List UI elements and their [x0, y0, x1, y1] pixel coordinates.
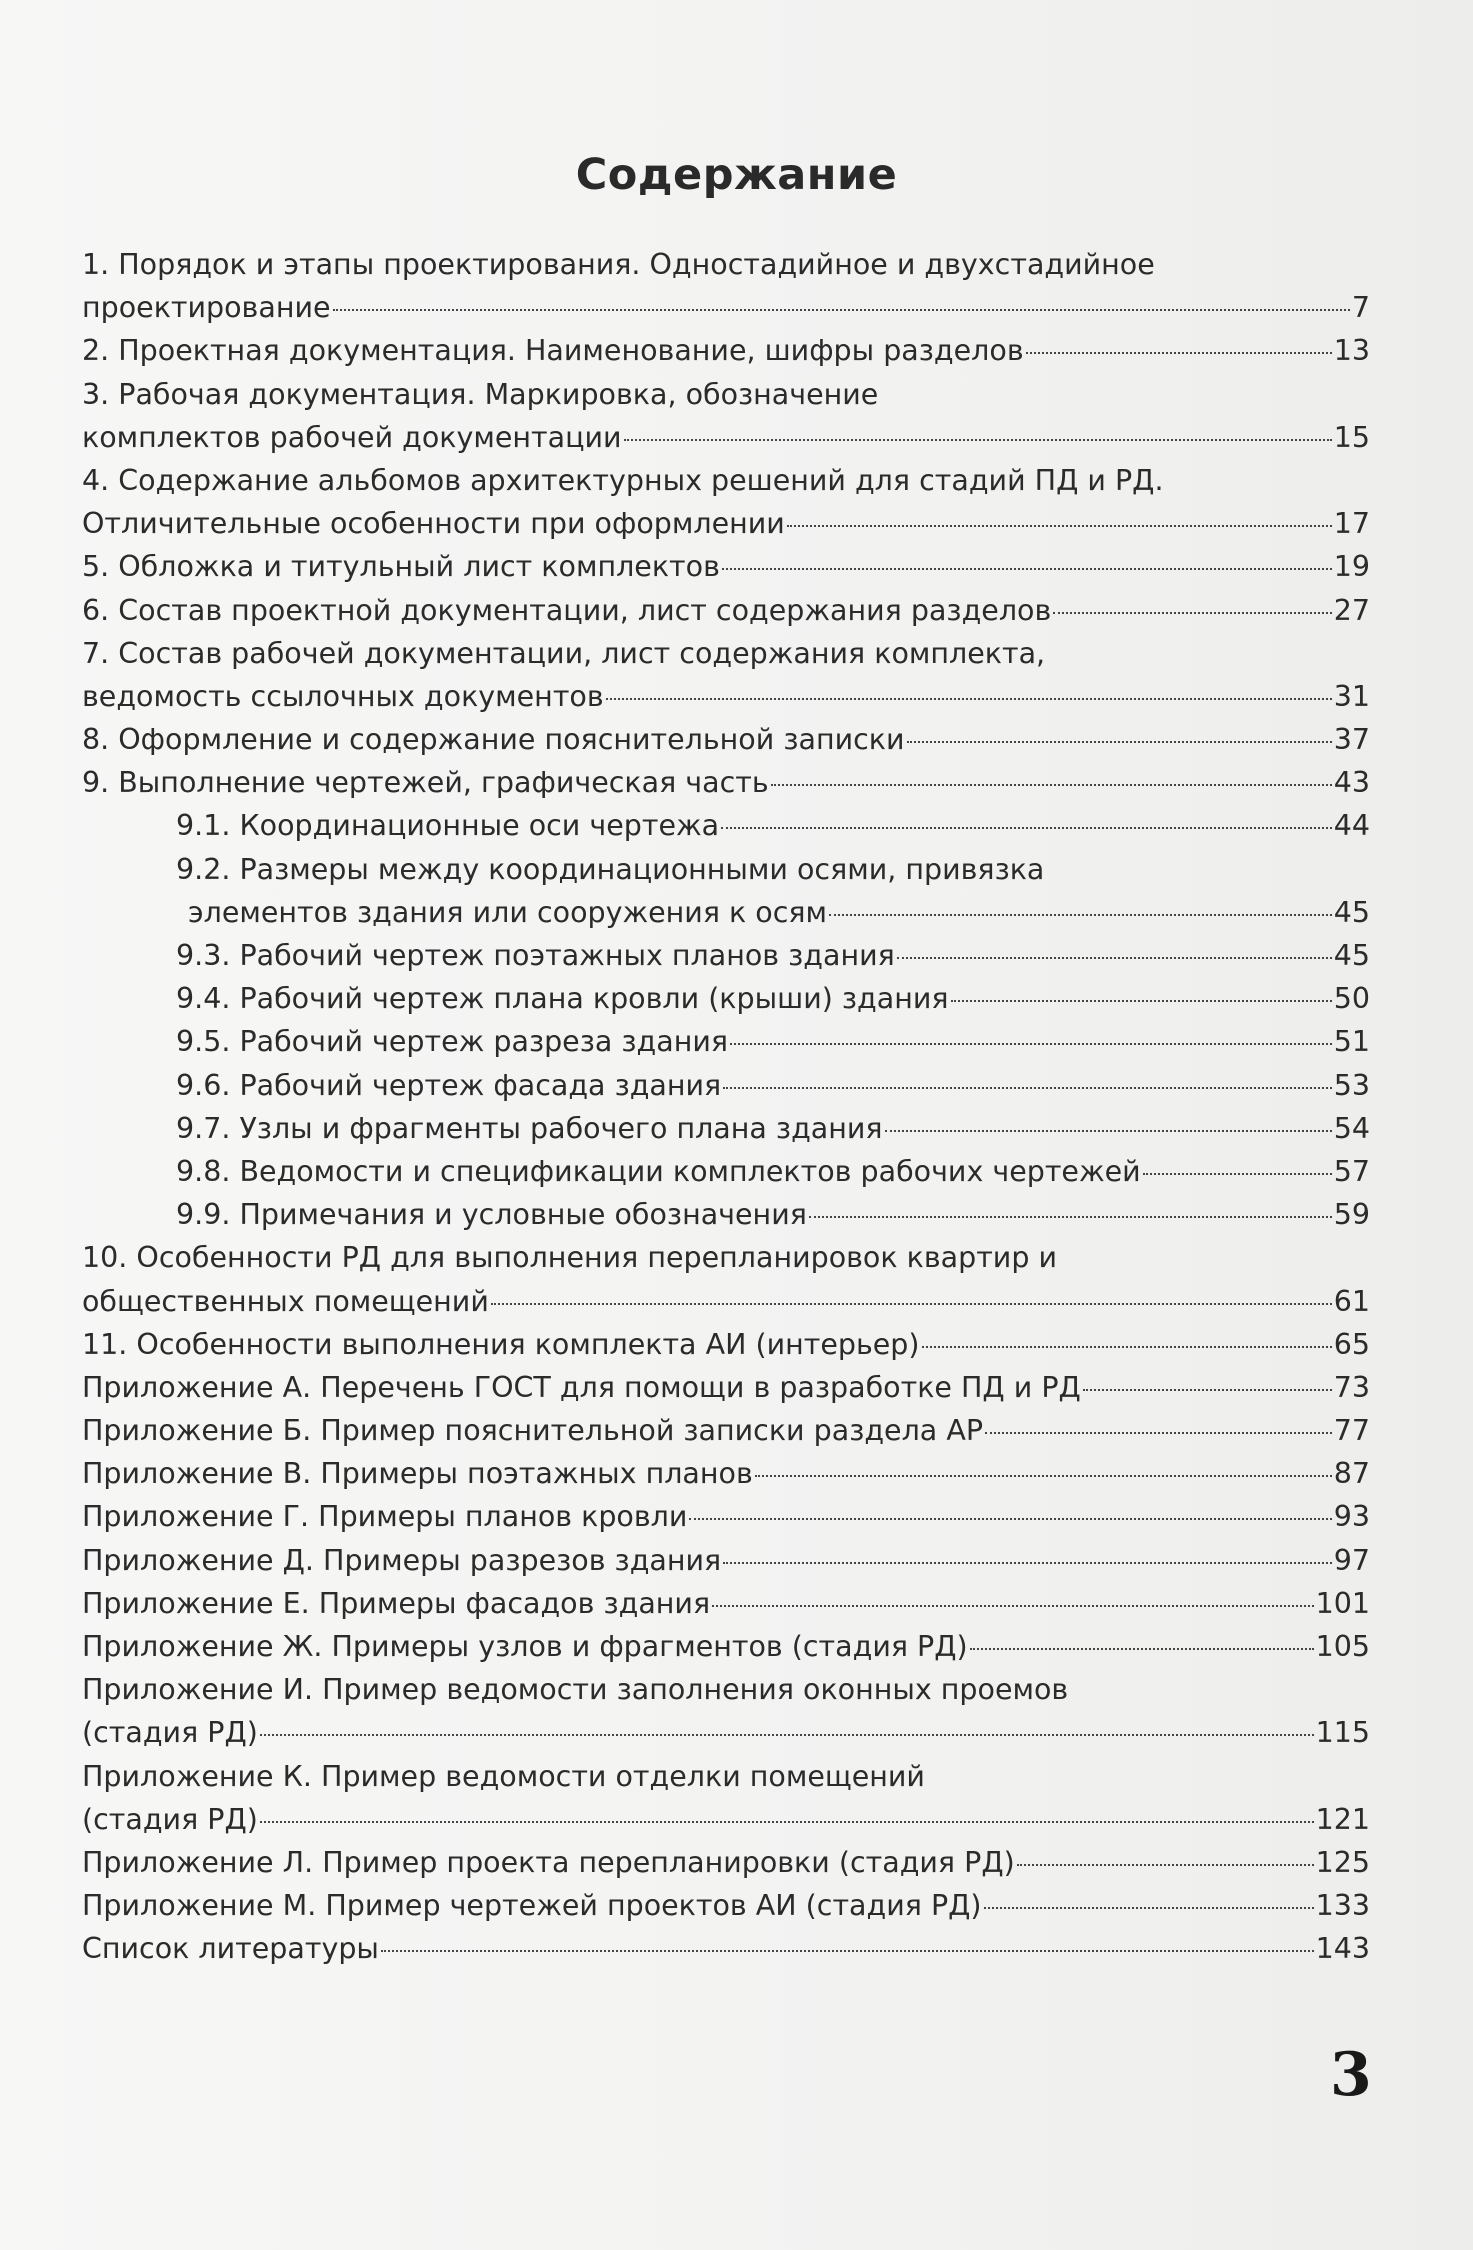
toc-entry: [82, 416, 1370, 459]
toc-entry: [82, 545, 1370, 588]
dot-leader: [970, 1648, 1314, 1650]
toc-entry-page: 133: [1315, 1889, 1370, 1923]
toc-entry-page: 101: [1315, 1586, 1370, 1620]
toc-entry-text: Приложение Ж. Примеры узлов и фрагментов (стадия РД): [82, 1630, 968, 1663]
toc-entry: [82, 1193, 1370, 1236]
dot-leader: [721, 827, 1332, 829]
toc-entry-page: 45: [1333, 939, 1370, 972]
toc-entry-page: 17: [1333, 507, 1370, 541]
toc-entry: [82, 1884, 1370, 1927]
toc-entry: [82, 1711, 1370, 1754]
toc-entry-text: Приложение И. Пример ведомости заполнения оконных проемов: [82, 1673, 1069, 1707]
dot-leader: [897, 957, 1332, 959]
toc-entry-text: 9.7. Узлы и фрагменты рабочего плана здания: [176, 1111, 883, 1145]
toc-entry-text: 1. Порядок и этапы проектирования. Одностадийное и двухстадийное: [82, 248, 1155, 281]
toc-entry: [82, 1150, 1370, 1193]
toc-entry: [82, 848, 1370, 891]
toc-entry: [82, 1280, 1370, 1323]
toc-entry-text: 9.3. Рабочий чертеж поэтажных планов здания: [176, 939, 895, 972]
toc-entry-text: Приложение Б. Пример пояснительной записки раздела АР: [82, 1414, 984, 1448]
dot-leader: [624, 439, 1332, 441]
dot-leader: [1026, 352, 1332, 354]
toc-entry-text: Приложение К. Пример ведомости отделки помещений: [82, 1759, 925, 1793]
toc-entry-text: 9.6. Рабочий чертеж фасада здания: [176, 1068, 722, 1102]
toc-entry: [82, 632, 1370, 675]
toc-entry-text: 9.4. Рабочий чертеж плана кровли (крыши) здания: [176, 982, 949, 1016]
dot-leader: [381, 1950, 1314, 1952]
toc-entry: [82, 1495, 1370, 1538]
toc-entry-text: 5. Обложка и титульный лист комплектов: [82, 550, 720, 584]
toc-entry: [82, 589, 1370, 632]
toc-entry-text: (стадия РД): [82, 1716, 258, 1750]
toc-entry: [82, 1409, 1370, 1452]
toc-entry: [82, 243, 1370, 286]
page-number: 3: [1330, 2040, 1372, 2110]
toc-entry: [82, 891, 1370, 934]
toc-entry-page: 7: [1351, 291, 1370, 325]
dot-leader: [730, 1043, 1332, 1045]
toc-entry-text: общественных помещений: [82, 1284, 489, 1318]
toc-entry: [82, 718, 1370, 761]
toc-entry-page: 57: [1333, 1154, 1370, 1188]
toc-entry-text: ведомость ссылочных документов: [82, 679, 604, 713]
toc-entry-page: 44: [1333, 809, 1370, 843]
toc-entry-text: элементов здания или сооружения к осям: [188, 895, 828, 929]
dot-leader: [1143, 1173, 1332, 1175]
toc-entry-text: 3. Рабочая документация. Маркировка, обозначение: [82, 377, 879, 411]
toc-entry: [82, 459, 1370, 502]
toc-entry-text: 4. Содержание альбомов архитектурных решений для стадий ПД и РД.: [82, 463, 1164, 497]
toc-entry-text: 6. Состав проектной документации, лист содержания разделов: [82, 593, 1052, 627]
toc-entry: [82, 1841, 1370, 1884]
dot-leader: [712, 1605, 1313, 1607]
toc-entry-page: 61: [1333, 1284, 1370, 1318]
toc-entry-text: 2. Проектная документация. Наименование, шифры разделов: [82, 334, 1024, 368]
toc-entry-text: Приложение Л. Пример проекта перепланировки (стадия РД): [82, 1845, 1015, 1879]
toc-entry-page: 54: [1333, 1111, 1370, 1145]
toc-entry: [82, 329, 1370, 372]
toc-entry-text: Приложение А. Перечень ГОСТ для помощи в разработке ПД и РД: [82, 1370, 1081, 1404]
toc-entry: [82, 1020, 1370, 1063]
dot-leader: [787, 525, 1332, 527]
dot-leader: [1053, 612, 1331, 614]
dot-leader: [829, 914, 1332, 916]
toc-entry: [82, 934, 1370, 977]
toc-entry-page: 143: [1315, 1932, 1370, 1966]
toc-entry: [82, 502, 1370, 545]
dot-leader: [723, 1087, 1332, 1089]
toc-entry: [82, 1107, 1370, 1150]
dot-leader: [907, 741, 1332, 743]
toc-entry-page: 93: [1333, 1500, 1370, 1534]
toc-entry-page: 37: [1333, 723, 1370, 757]
toc-entry: [82, 1755, 1370, 1798]
dot-leader: [333, 309, 1350, 311]
toc-entry-text: 8. Оформление и содержание пояснительной записки: [82, 723, 905, 757]
toc-entry-text: 9.9. Примечания и условные обозначения: [176, 1198, 807, 1232]
page-title: Содержание: [575, 150, 898, 200]
toc-entry-page: 53: [1333, 1068, 1370, 1102]
toc-entry-text: 10. Особенности РД для выполнения перепланировок квартир и: [82, 1241, 1057, 1275]
toc-entry: [82, 1452, 1370, 1495]
toc-entry: [82, 1582, 1370, 1625]
toc-entry-page: 27: [1333, 593, 1370, 627]
toc-entry-text: 7. Состав рабочей документации, лист содержания комплекта,: [82, 636, 1046, 670]
toc-entry-text: Приложение В. Примеры поэтажных планов: [82, 1457, 753, 1491]
toc-entry-page: 97: [1333, 1543, 1370, 1577]
toc-entry-page: 31: [1333, 679, 1370, 713]
toc-entry: [82, 1927, 1370, 1970]
dot-leader: [689, 1518, 1331, 1520]
dot-leader: [722, 568, 1332, 570]
toc-entry-page: 59: [1333, 1198, 1370, 1232]
toc-entry-text: Приложение Г. Примеры планов кровли: [82, 1500, 688, 1534]
toc-entry: [82, 1236, 1370, 1279]
toc-entry-text: Список литературы: [82, 1932, 379, 1966]
dot-leader: [491, 1303, 1332, 1305]
table-of-contents: [82, 243, 1370, 1971]
toc-entry-page: 65: [1333, 1327, 1370, 1361]
toc-entry-text: Отличительные особенности при оформлении: [82, 507, 785, 541]
toc-entry: [82, 1366, 1370, 1409]
toc-entry-page: 77: [1333, 1414, 1370, 1448]
toc-entry-page: 45: [1333, 895, 1370, 929]
toc-entry: [82, 1668, 1370, 1711]
toc-entry-page: 51: [1333, 1025, 1370, 1059]
toc-entry-text: 9.5. Рабочий чертеж разреза здания: [176, 1025, 729, 1059]
dot-leader: [755, 1475, 1332, 1477]
dot-leader: [985, 1432, 1332, 1434]
dot-leader: [1017, 1864, 1314, 1866]
toc-entry-page: 13: [1333, 334, 1370, 368]
toc-entry-page: 19: [1333, 550, 1370, 584]
dot-leader: [885, 1130, 1332, 1132]
dot-leader: [951, 1000, 1332, 1002]
dot-leader: [984, 1907, 1314, 1909]
toc-entry-page: 50: [1333, 982, 1370, 1016]
toc-entry-text: 9.8. Ведомости и спецификации комплектов рабочих чертежей: [176, 1154, 1141, 1188]
toc-entry: [82, 977, 1370, 1020]
dot-leader: [771, 784, 1332, 786]
toc-entry-text: (стадия РД): [82, 1802, 258, 1836]
dot-leader: [809, 1216, 1332, 1218]
dot-leader: [1083, 1389, 1332, 1391]
toc-entry-text: проектирование: [82, 291, 331, 325]
toc-entry-text: комплектов рабочей документации: [82, 420, 622, 454]
toc-entry: [82, 1798, 1370, 1841]
dot-leader: [260, 1734, 1314, 1736]
dot-leader: [260, 1821, 1314, 1823]
toc-entry: [82, 761, 1370, 804]
toc-entry: [82, 1625, 1370, 1668]
toc-entry-text: Приложение Е. Примеры фасадов здания: [82, 1586, 711, 1620]
toc-entry-text: 9. Выполнение чертежей, графическая часть: [82, 766, 769, 800]
toc-entry-page: 73: [1333, 1370, 1370, 1404]
toc-entry: [82, 286, 1370, 329]
toc-entry: [82, 1064, 1370, 1107]
toc-entry-page: 15: [1333, 420, 1370, 454]
toc-entry-page: 121: [1315, 1802, 1370, 1836]
toc-entry-text: Приложение М. Пример чертежей проектов АИ (стадия РД): [82, 1889, 982, 1923]
toc-entry: [82, 804, 1370, 847]
dot-leader: [922, 1346, 1332, 1348]
toc-entry-page: 115: [1315, 1716, 1370, 1750]
toc-entry-page: 125: [1315, 1845, 1370, 1879]
toc-entry-text: 9.2. Размеры между координационными осями, привязка: [176, 852, 1045, 886]
toc-entry-page: 43: [1333, 766, 1370, 800]
toc-entry: [82, 1323, 1370, 1366]
toc-entry: [82, 1539, 1370, 1582]
toc-entry: [82, 373, 1370, 416]
toc-entry-text: Приложение Д. Примеры разрезов здания: [82, 1543, 722, 1577]
toc-entry-text: 9.1. Координационные оси чертежа: [176, 809, 720, 843]
toc-entry-text: 11. Особенности выполнения комплекта АИ (интерьер): [82, 1327, 920, 1361]
toc-entry-page: 87: [1333, 1457, 1370, 1491]
toc-entry: [82, 675, 1370, 718]
toc-entry-page: 105: [1315, 1630, 1370, 1663]
dot-leader: [723, 1562, 1332, 1564]
dot-leader: [606, 698, 1332, 700]
